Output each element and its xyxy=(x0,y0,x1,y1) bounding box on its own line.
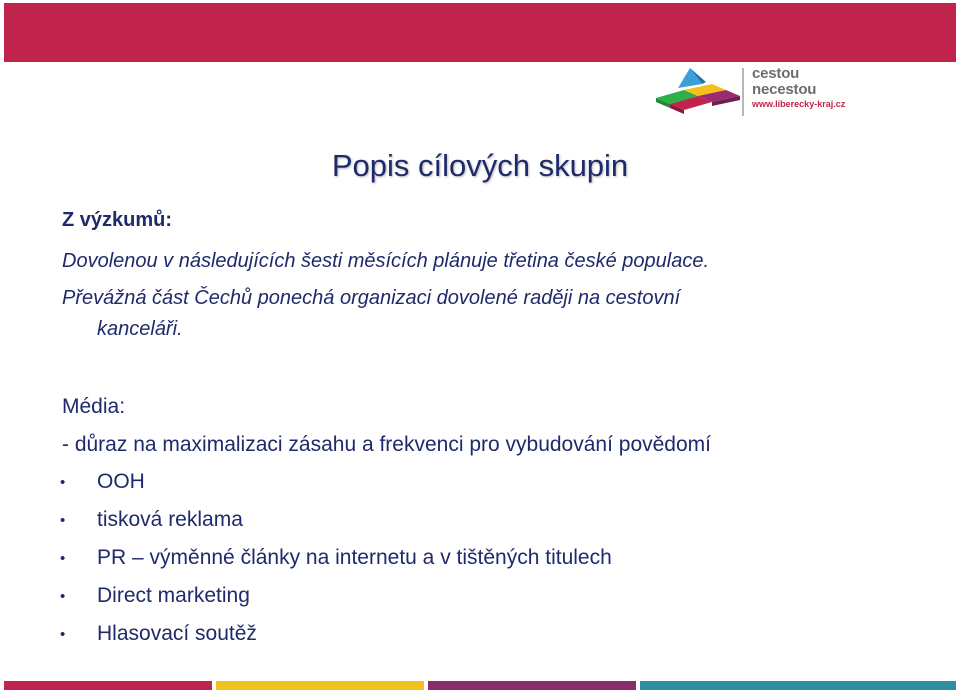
media-item-direct-marketing: Direct marketing xyxy=(97,584,250,607)
media-intro: - důraz na maximalizaci zásahu a frekvenci pro vybudování povědomí xyxy=(62,433,711,456)
top-banner xyxy=(4,3,956,62)
logo-url: www.liberecky-kraj.cz xyxy=(752,99,846,109)
media-item-contest: Hlasovací soutěž xyxy=(97,622,257,645)
bullet-icon: • xyxy=(60,588,66,605)
bottom-bar-red xyxy=(4,681,212,690)
slide-title xyxy=(0,148,960,184)
bottom-bar-yellow xyxy=(216,681,424,690)
logo-divider xyxy=(742,68,744,116)
media-label: Média: xyxy=(62,395,126,418)
logo-wordmark xyxy=(752,66,845,109)
bullet-icon: • xyxy=(60,512,66,529)
research-line-2-continued: kanceláři. xyxy=(97,318,183,340)
media-item-print: tisková reklama xyxy=(97,508,243,531)
research-label: Z výzkumů: xyxy=(62,209,173,231)
logo-line-2: necestou xyxy=(752,81,817,98)
bottom-bar-purple xyxy=(428,681,636,690)
media-item-pr: PR – výměnné články na internetu a v tištěných titulech xyxy=(97,546,612,569)
research-line-1: Dovolenou v následujících šesti měsících plánuje třetina české populace. xyxy=(62,250,710,272)
slide-title-text: Popis cílových skupin xyxy=(331,148,629,183)
research-line-2: Převážná část Čechů ponechá organizaci dovolené raději na cestovní xyxy=(62,287,681,309)
bullet-icon: • xyxy=(60,626,66,643)
media-item-ooh: OOH xyxy=(97,470,145,493)
bullet-icon: • xyxy=(60,474,66,491)
logo-line-1: cestou xyxy=(752,65,800,82)
bottom-bar-teal xyxy=(640,681,956,690)
bullet-icon: • xyxy=(60,550,66,567)
